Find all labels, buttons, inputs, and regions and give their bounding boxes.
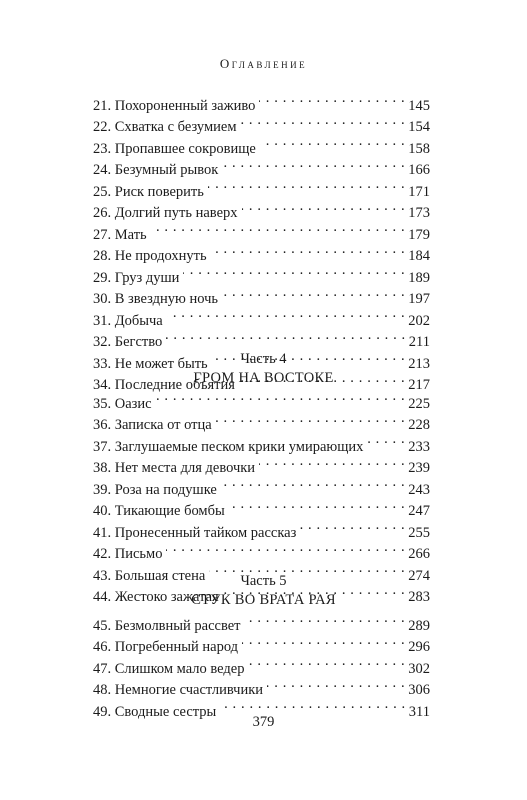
dot-leader: [222, 282, 405, 304]
toc-entry-title: 23. Пропавшее сокровище: [93, 140, 256, 157]
toc-entry-title: 39. Роза на подушке: [93, 481, 217, 498]
dot-leader: [151, 217, 406, 239]
dot-leader: [167, 303, 406, 325]
dot-leader: [242, 630, 405, 652]
dot-leader: [211, 239, 406, 261]
toc-entry-page: 302: [408, 660, 430, 677]
toc-entry-title: 35. Оазис: [93, 395, 152, 412]
toc-entry-page: 145: [408, 97, 430, 114]
toc-entry-page: 266: [408, 546, 430, 562]
toc-entry-page: 211: [408, 334, 430, 350]
toc-entry-page: 154: [408, 119, 430, 135]
dot-leader: [183, 260, 405, 282]
toc-entry-title: 27. Мать: [93, 226, 147, 243]
dot-leader: [245, 608, 406, 630]
toc-entry-page: 166: [408, 162, 430, 178]
toc-entry-title: 34. Последние объятия: [93, 377, 235, 393]
dot-leader: [367, 429, 405, 451]
dot-leader: [156, 386, 406, 408]
toc-entry-title: 45. Безмолвный рассвет: [93, 617, 241, 634]
toc-entry-title: 25. Риск поверить: [93, 183, 204, 200]
dot-leader: [166, 325, 406, 347]
toc-entry-page: 213: [408, 355, 430, 372]
page-number: 379: [252, 714, 275, 730]
toc-entry-title: 40. Тикающие бомбы: [93, 503, 225, 519]
toc-entry-page: 247: [408, 503, 430, 519]
toc-entry-page: 189: [408, 269, 430, 286]
toc-entry-title: 30. В звездную ночь: [93, 291, 218, 307]
toc-entry-page: 179: [408, 226, 430, 243]
toc-entry-page: 239: [408, 460, 430, 476]
toc-entry-page: 255: [408, 524, 430, 541]
toc-entry-page: 171: [408, 183, 430, 200]
toc-entry-title: 49. Сводные сестры: [93, 703, 217, 720]
toc-entry-title: 31. Добыча: [93, 312, 163, 329]
part-5-title: СТУК ВО ВРАТА РАЯ: [191, 592, 336, 608]
toc-entry-title: 22. Схватка с безумием: [93, 119, 237, 135]
toc-entry-title: 21. Похороненный заживо: [93, 97, 256, 114]
toc-section-part-5: [93, 608, 430, 720]
toc-entry-title: 24. Безумный рывок: [93, 162, 219, 178]
dot-leader: [242, 196, 406, 218]
toc-entry-page: 225: [408, 395, 430, 412]
toc-entry-page: 311: [408, 703, 430, 720]
toc-entry-title: 48. Немногие счастливчики: [93, 682, 264, 698]
toc-entry-title: 44. Жестоко зажатая: [93, 589, 219, 605]
toc-entry-title: 47. Слишком мало ведер: [93, 660, 245, 677]
dot-leader: [249, 651, 406, 673]
toc-entry-page: 306: [408, 682, 430, 698]
toc-entry-page: 283: [408, 589, 430, 605]
running-header: Оглавление: [219, 56, 308, 71]
toc-entry-title: 46. Погребенный народ: [93, 639, 239, 655]
toc-section-1: [93, 88, 430, 393]
part-5-label: Часть 5: [240, 573, 287, 589]
toc-entry-page: 296: [408, 639, 430, 655]
toc-entry: [93, 608, 430, 634]
toc-entry-title: 43. Большая стена: [93, 567, 206, 584]
toc-entry-page: 243: [408, 481, 430, 498]
toc-entry-page: 184: [408, 248, 430, 264]
toc-entry-title: 36. Записка от отца: [93, 417, 212, 433]
toc-entry: [93, 88, 430, 114]
dot-leader: [216, 408, 406, 430]
dot-leader: [260, 131, 405, 153]
dot-leader: [220, 694, 405, 716]
dot-leader: [222, 153, 405, 175]
part-4-title: ГРОМ НА ВОСТОКЕ: [193, 370, 334, 386]
dot-leader: [259, 451, 405, 473]
toc-entry-title: 42. Письмо: [93, 546, 163, 562]
toc-entry-title: 33. Не может быть: [93, 355, 208, 372]
toc-entry-page: 173: [408, 205, 430, 221]
dot-leader: [166, 537, 405, 559]
toc-entry-page: 233: [408, 438, 430, 455]
toc-list: [93, 386, 430, 605]
toc-entry-title: 26. Долгий путь наверх: [93, 205, 238, 221]
part-4-label: Часть 4: [240, 351, 287, 367]
dot-leader: [241, 110, 406, 132]
dot-leader: [267, 673, 405, 695]
dot-leader: [221, 472, 405, 494]
toc-list: [93, 88, 430, 393]
toc-entry-page: 289: [408, 617, 430, 634]
toc-entry-page: 202: [408, 312, 430, 329]
toc-entry-page: 217: [408, 377, 430, 393]
dot-leader: [208, 174, 405, 196]
toc-section-part-4: [93, 386, 430, 605]
dot-leader: [229, 494, 406, 516]
toc-entry-title: 29. Груз души: [93, 269, 180, 286]
toc-entry-title: 32. Бегство: [93, 334, 163, 350]
toc-entry-page: 158: [408, 140, 430, 157]
toc-entry-page: 274: [408, 567, 430, 584]
toc-entry-page: 228: [408, 417, 430, 433]
toc-entry: [93, 386, 430, 412]
toc-entry-title: 37. Заглушаемые песком крики умирающих: [93, 438, 364, 455]
toc-entry-title: 28. Не продохнуть: [93, 248, 207, 264]
toc-entry-page: 197: [408, 291, 430, 307]
toc-entry-title: 41. Пронесенный тайком рассказ: [93, 524, 297, 541]
dot-leader: [300, 515, 405, 537]
toc-list: [93, 608, 430, 720]
dot-leader: [259, 88, 405, 110]
toc-entry-title: 38. Нет места для девочки: [93, 460, 256, 476]
